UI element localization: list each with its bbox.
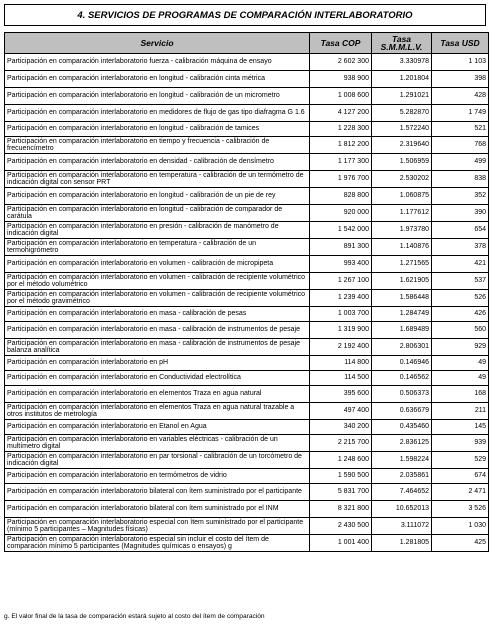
service-cell: Participación en comparación interlaboratorio en temperatura - calibración de un termómetro de indicación digital con sensor PRT	[5, 171, 310, 188]
cop-cell: 2 192 400	[310, 339, 372, 356]
cop-cell: 920 000	[310, 205, 372, 222]
smmlv-cell: 0.636679	[372, 403, 432, 420]
smmlv-cell: 1.291021	[372, 88, 432, 105]
table-row	[5, 88, 489, 105]
service-cell: Participación en comparación interlaboratorio en longitud - calibración de un pie de rey	[5, 188, 310, 205]
service-cell: Participación en comparación interlaboratorio especial sin incluir el costo del ítem de comparación mínimo 5 participantes (Magnitudes químicas o ensayos) g	[5, 535, 310, 552]
service-cell: Participación en comparación interlaboratorio bilateral con ítem suministrado por el participante	[5, 484, 310, 501]
smmlv-cell: 2.806301	[372, 339, 432, 356]
table-row	[5, 322, 489, 339]
smmlv-cell: 1.281805	[372, 535, 432, 552]
service-cell: Participación en comparación interlaboratorio en longitud - calibración cinta métrica	[5, 71, 310, 88]
cop-cell: 1 001 400	[310, 535, 372, 552]
cop-cell: 114 500	[310, 371, 372, 386]
table-row	[5, 371, 489, 386]
smmlv-cell: 1.586448	[372, 290, 432, 307]
service-cell: Participación en comparación interlaboratorio bilateral con ítem suministrado por el INM	[5, 501, 310, 518]
service-cell: Participación en comparación interlaboratorio en par torsional - calibración de un torcómetro de indicación digital	[5, 452, 310, 469]
table-row	[5, 420, 489, 435]
smmlv-cell: 0.506373	[372, 386, 432, 403]
usd-cell: 398	[432, 71, 489, 88]
table-row	[5, 469, 489, 484]
smmlv-cell: 0.146946	[372, 356, 432, 371]
smmlv-cell: 1.973780	[372, 222, 432, 239]
cop-cell: 4 127 200	[310, 105, 372, 122]
smmlv-cell: 1.689489	[372, 322, 432, 339]
table-row	[5, 273, 489, 290]
cop-cell: 5 831 700	[310, 484, 372, 501]
usd-cell: 211	[432, 403, 489, 420]
table-row	[5, 403, 489, 420]
usd-cell: 654	[432, 222, 489, 239]
table-body	[5, 54, 489, 552]
cop-cell: 2 602 300	[310, 54, 372, 71]
table-row	[5, 154, 489, 171]
cop-cell: 1 590 500	[310, 469, 372, 484]
usd-cell: 352	[432, 188, 489, 205]
service-cell: Participación en comparación interlaboratorio en temperatura - calibración de un termohigrómetro	[5, 239, 310, 256]
table-header-row	[5, 33, 489, 54]
cop-cell: 2 430 500	[310, 518, 372, 535]
cop-cell: 1 177 300	[310, 154, 372, 171]
table-row	[5, 386, 489, 403]
cop-cell: 395 600	[310, 386, 372, 403]
smmlv-cell: 1.060875	[372, 188, 432, 205]
cop-cell: 938 900	[310, 71, 372, 88]
table-row	[5, 501, 489, 518]
table-row	[5, 484, 489, 501]
service-cell: Participación en comparación interlaboratorio en densidad - calibración de densímetro	[5, 154, 310, 171]
usd-cell: 168	[432, 386, 489, 403]
service-cell: Participación en comparación interlaboratorio en longitud - calibración de un micrometro	[5, 88, 310, 105]
service-cell: Participación en comparación interlaboratorio en pH	[5, 356, 310, 371]
service-cell: Participación en comparación interlaboratorio en longitud - calibración de tamices	[5, 122, 310, 137]
usd-cell: 521	[432, 122, 489, 137]
usd-cell: 768	[432, 137, 489, 154]
header-smmlv: Tasa S.M.M.L.V.	[372, 33, 432, 54]
usd-cell: 426	[432, 307, 489, 322]
table-row	[5, 205, 489, 222]
table-row	[5, 339, 489, 356]
cop-cell: 1 812 200	[310, 137, 372, 154]
smmlv-cell: 7.464652	[372, 484, 432, 501]
cop-cell: 497 400	[310, 403, 372, 420]
usd-cell: 526	[432, 290, 489, 307]
section-title: 4. SERVICIOS DE PROGRAMAS DE COMPARACIÓN INTERLABORATORIO	[4, 4, 486, 26]
usd-cell: 499	[432, 154, 489, 171]
cop-cell: 1 008 600	[310, 88, 372, 105]
usd-cell: 425	[432, 535, 489, 552]
smmlv-cell: 1.271565	[372, 256, 432, 273]
usd-cell: 1 030	[432, 518, 489, 535]
smmlv-cell: 1.506959	[372, 154, 432, 171]
table-row	[5, 137, 489, 154]
service-cell: Participación en comparación interlaboratorio en medidores de flujo de gas tipo diafragma G 1.6	[5, 105, 310, 122]
usd-cell: 428	[432, 88, 489, 105]
usd-cell: 2 471	[432, 484, 489, 501]
rates-table	[4, 32, 489, 552]
smmlv-cell: 2.035861	[372, 469, 432, 484]
usd-cell: 529	[432, 452, 489, 469]
cop-cell: 114 800	[310, 356, 372, 371]
cop-cell: 2 215 700	[310, 435, 372, 452]
usd-cell: 1 103	[432, 54, 489, 71]
service-cell: Participación en comparación interlaboratorio fuerza - calibración máquina de ensayo	[5, 54, 310, 71]
cop-cell: 340 200	[310, 420, 372, 435]
cop-cell: 1 542 000	[310, 222, 372, 239]
table-row	[5, 54, 489, 71]
cop-cell: 993 400	[310, 256, 372, 273]
smmlv-cell: 2.530202	[372, 171, 432, 188]
smmlv-cell: 1.621905	[372, 273, 432, 290]
service-cell: Participación en comparación interlaboratorio en presión - calibración de manómetro de indicación digital	[5, 222, 310, 239]
smmlv-cell: 1.140876	[372, 239, 432, 256]
service-cell: Participación en comparación interlaboratorio en volumen - calibración de micropipeta	[5, 256, 310, 273]
header-usd: Tasa USD	[432, 33, 489, 54]
table-row	[5, 452, 489, 469]
table-row	[5, 518, 489, 535]
usd-cell: 49	[432, 356, 489, 371]
usd-cell: 939	[432, 435, 489, 452]
cop-cell: 1 239 400	[310, 290, 372, 307]
table-row	[5, 71, 489, 88]
smmlv-cell: 1.598224	[372, 452, 432, 469]
smmlv-cell: 10.652013	[372, 501, 432, 518]
smmlv-cell: 1.177612	[372, 205, 432, 222]
service-cell: Participación en comparación interlaboratorio en masa - calibración de pesas	[5, 307, 310, 322]
usd-cell: 1 749	[432, 105, 489, 122]
service-cell: Participación en comparación interlaboratorio en elementos Traza en agua natural	[5, 386, 310, 403]
cop-cell: 1 976 700	[310, 171, 372, 188]
usd-cell: 49	[432, 371, 489, 386]
smmlv-cell: 2.836125	[372, 435, 432, 452]
smmlv-cell: 5.282870	[372, 105, 432, 122]
service-cell: Participación en comparación interlaboratorio en longitud - calibración de comparador de carátula	[5, 205, 310, 222]
service-cell: Participación en comparación interlaboratorio en variables eléctricas - calibración de un multímetro digital	[5, 435, 310, 452]
service-cell: Participación en comparación interlaboratorio en volumen - calibración de recipiente volumétrico por el método gravimétrico	[5, 290, 310, 307]
service-cell: Participación en comparación interlaboratorio en volumen - calibración de recipiente volumétrico por el método volumétrico	[5, 273, 310, 290]
table-row	[5, 171, 489, 188]
usd-cell: 390	[432, 205, 489, 222]
cop-cell: 1 248 600	[310, 452, 372, 469]
table-row	[5, 122, 489, 137]
smmlv-cell: 1.284749	[372, 307, 432, 322]
usd-cell: 560	[432, 322, 489, 339]
usd-cell: 421	[432, 256, 489, 273]
cop-cell: 8 321 800	[310, 501, 372, 518]
table-row	[5, 307, 489, 322]
cop-cell: 828 800	[310, 188, 372, 205]
smmlv-cell: 1.201804	[372, 71, 432, 88]
table-row	[5, 356, 489, 371]
table-row	[5, 222, 489, 239]
cop-cell: 891 300	[310, 239, 372, 256]
table-row	[5, 256, 489, 273]
usd-cell: 929	[432, 339, 489, 356]
header-service: Servicio	[5, 33, 310, 54]
service-cell: Participación en comparación interlaboratorio en Etanol en Agua	[5, 420, 310, 435]
smmlv-cell: 0.146562	[372, 371, 432, 386]
table-row	[5, 435, 489, 452]
header-cop: Tasa COP	[310, 33, 372, 54]
usd-cell: 838	[432, 171, 489, 188]
usd-cell: 537	[432, 273, 489, 290]
service-cell: Participación en comparación interlaboratorio en masa - calibración de instrumentos de pesaje	[5, 322, 310, 339]
cop-cell: 1 319 900	[310, 322, 372, 339]
smmlv-cell: 3.111072	[372, 518, 432, 535]
usd-cell: 674	[432, 469, 489, 484]
usd-cell: 3 526	[432, 501, 489, 518]
usd-cell: 145	[432, 420, 489, 435]
usd-cell: 378	[432, 239, 489, 256]
table-row	[5, 239, 489, 256]
cop-cell: 1 003 700	[310, 307, 372, 322]
table-row	[5, 290, 489, 307]
service-cell: Participación en comparación interlaboratorio en masa - calibración de instrumentos de pesaje balanza analítica	[5, 339, 310, 356]
cop-cell: 1 267 100	[310, 273, 372, 290]
table-row	[5, 105, 489, 122]
service-cell: Participación en comparación interlaboratorio en termómetros de vidrio	[5, 469, 310, 484]
service-cell: Participación en comparación interlaboratorio en elementos Traza en agua natural trazable a otros institutos de metrología	[5, 403, 310, 420]
service-cell: Participación en comparación interlaboratorio en Conductividad electrolítica	[5, 371, 310, 386]
service-cell: Participación en comparación interlaboratorio en tiempo y frecuencia - calibración de frecuencímetro	[5, 137, 310, 154]
service-cell: Participación en comparación interlaboratorio especial con ítem suministrado por el participante (mínimo 5 participantes – Magnitudes físicas)	[5, 518, 310, 535]
cop-cell: 1 228 300	[310, 122, 372, 137]
smmlv-cell: 2.319640	[372, 137, 432, 154]
footnote: g. El valor final de la tasa de comparación estará sujeto al costo del ítem de comparación	[4, 613, 265, 620]
table-row	[5, 535, 489, 552]
smmlv-cell: 1.572240	[372, 122, 432, 137]
smmlv-cell: 3.330978	[372, 54, 432, 71]
smmlv-cell: 0.435460	[372, 420, 432, 435]
table-row	[5, 188, 489, 205]
